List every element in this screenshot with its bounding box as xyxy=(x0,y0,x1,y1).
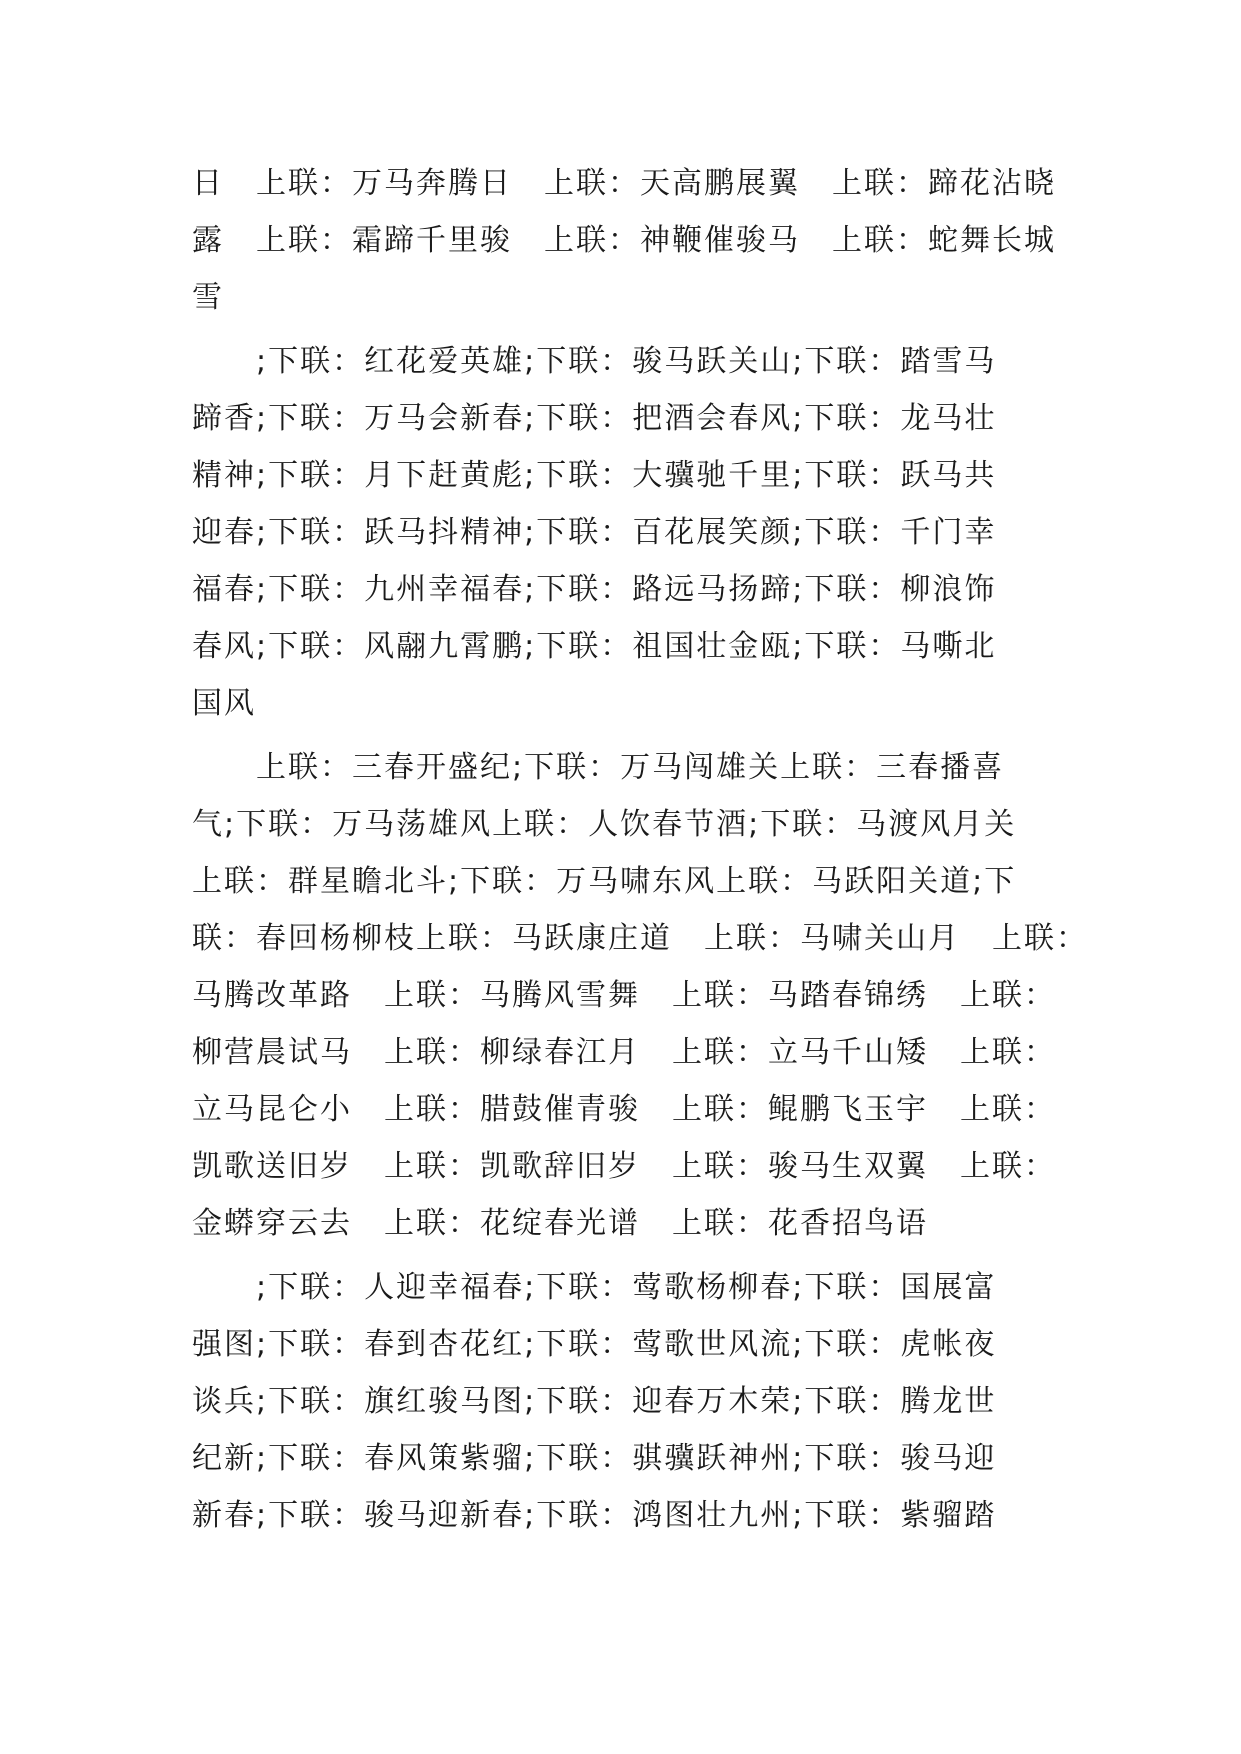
text-line: 春风;下联：风翮九霄鹏;下联：祖国壮金瓯;下联：马嘶北 xyxy=(192,629,997,664)
text-line: 谈兵;下联：旗红骏马图;下联：迎春万木荣;下联：腾龙世 xyxy=(192,1384,997,1419)
text-line: 柳营晨试马 上联：柳绿春江月 上联：立马千山矮 上联： xyxy=(192,1035,1056,1070)
text-line: 强图;下联：春到杏花红;下联：莺歌世风流;下联：虎帐夜 xyxy=(192,1327,997,1362)
text-line: 蹄香;下联：万马会新春;下联：把酒会春风;下联：龙马壮 xyxy=(192,401,997,436)
text-line: 上联：三春开盛纪;下联：万马闯雄关上联：三春播喜 xyxy=(192,750,1005,785)
text-line: 上联：群星瞻北斗;下联：万马啸东风上联：马跃阳关道;下 xyxy=(192,864,1017,899)
text-line: 露 上联：霜蹄千里骏 上联：神鞭催骏马 上联：蛇舞长城 xyxy=(192,223,1056,258)
text-line: ;下联：红花爱英雄;下联：骏马跃关山;下联：踏雪马 xyxy=(192,344,997,379)
text-line: 福春;下联：九州幸福春;下联：路远马扬蹄;下联：柳浪饰 xyxy=(192,572,997,607)
text-line: 雪 xyxy=(192,280,224,315)
paragraph xyxy=(192,155,1062,326)
text-line: 新春;下联：骏马迎新春;下联：鸿图壮九州;下联：紫骝踏 xyxy=(192,1498,997,1533)
text-line: 迎春;下联：跃马抖精神;下联：百花展笑颜;下联：千门幸 xyxy=(192,515,997,550)
text-line: 联：春回杨柳枝上联：马跃康庄道 上联：马啸关山月 上联： xyxy=(192,921,1088,956)
document-body xyxy=(192,155,1088,1544)
text-line: 精神;下联：月下赶黄彪;下联：大骥驰千里;下联：跃马共 xyxy=(192,458,997,493)
paragraph xyxy=(192,739,1088,1252)
text-line: 凯歌送旧岁 上联：凯歌辞旧岁 上联：骏马生双翼 上联： xyxy=(192,1149,1056,1184)
text-line: 马腾改革路 上联：马腾风雪舞 上联：马踏春锦绣 上联： xyxy=(192,978,1056,1013)
text-line: ;下联：人迎幸福春;下联：莺歌杨柳春;下联：国展富 xyxy=(192,1270,997,1305)
paragraph xyxy=(192,1259,1062,1544)
text-line: 金蟒穿云去 上联：花绽春光谱 上联：花香招鸟语 xyxy=(192,1206,928,1241)
text-line: 立马昆仑小 上联：腊鼓催青骏 上联：鲲鹏飞玉宇 上联： xyxy=(192,1092,1056,1127)
text-line: 日 上联：万马奔腾日 上联：天高鹏展翼 上联：蹄花沾晓 xyxy=(192,166,1056,201)
text-line: 气;下联：万马荡雄风上联：人饮春节酒;下联：马渡风月关 xyxy=(192,807,1017,842)
text-line: 国风 xyxy=(192,686,256,721)
paragraph xyxy=(192,333,1062,732)
text-line: 纪新;下联：春风策紫骝;下联：骐骥跃神州;下联：骏马迎 xyxy=(192,1441,997,1476)
